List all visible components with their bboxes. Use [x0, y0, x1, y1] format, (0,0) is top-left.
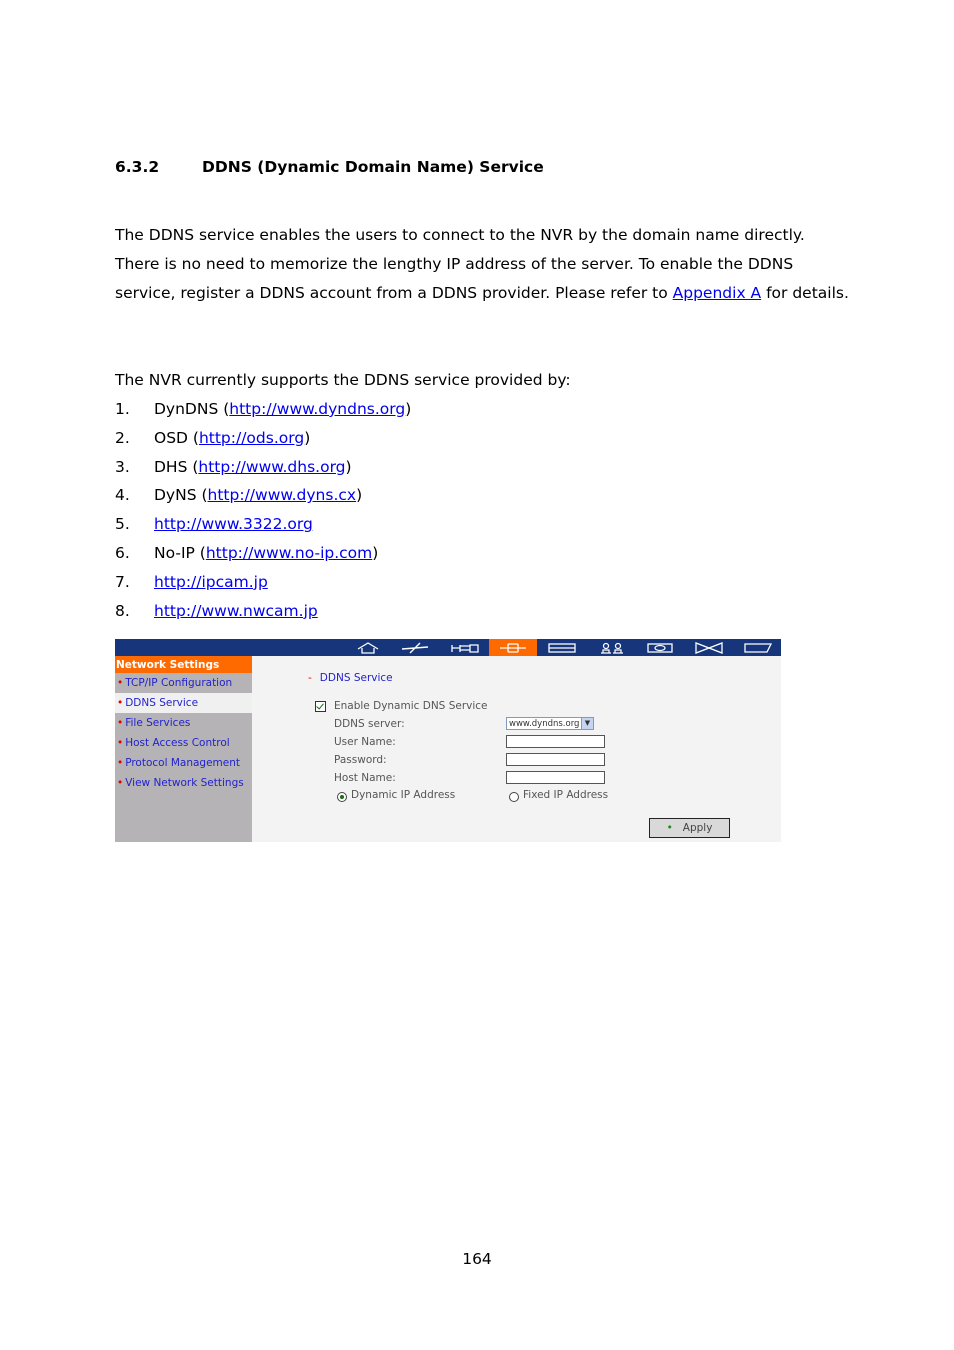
list-number: 8. — [115, 601, 130, 620]
list-item — [115, 568, 411, 597]
fixed-ip-radio[interactable] — [509, 792, 519, 802]
nvr-ddns-screenshot — [115, 639, 781, 842]
sidebar-item-label: File Services — [125, 717, 191, 729]
sidebar-item-file-services[interactable] — [115, 713, 252, 733]
list-number: 5. — [115, 515, 130, 534]
provider-name: OSD ( — [154, 428, 199, 447]
paren: ) — [372, 543, 379, 562]
provider-name: No-IP ( — [154, 543, 206, 562]
enable-ddns-checkbox[interactable] — [315, 701, 326, 712]
ddns-server-value: www.dyndns.org — [509, 719, 580, 729]
provider-name: DHS ( — [154, 457, 199, 476]
list-number: 6. — [115, 543, 130, 562]
appendix-a-link[interactable]: Appendix A — [672, 284, 762, 302]
system-tools-icon[interactable] — [685, 639, 732, 656]
bullet-icon: • — [117, 737, 124, 749]
provider-link[interactable]: http://www.dyndns.org — [229, 400, 406, 418]
password-label: Password: — [334, 754, 387, 766]
bullet-icon: • — [117, 677, 124, 689]
paren: ) — [356, 486, 363, 505]
quick-config-icon[interactable] — [391, 639, 438, 656]
dynamic-ip-radio[interactable] — [337, 792, 347, 802]
list-number: 2. — [115, 428, 130, 447]
sidebar-item-label: TCP/IP Configuration — [125, 677, 233, 689]
sidebar-item-view-network[interactable] — [115, 773, 252, 793]
dynamic-ip-label: Dynamic IP Address — [351, 789, 456, 801]
provider-link[interactable]: http://www.dhs.org — [198, 457, 346, 476]
section-title: DDNS (Dynamic Domain Name) Service — [202, 158, 544, 176]
network-share-icon[interactable] — [636, 639, 683, 656]
sidebar-item-ddns[interactable] — [115, 693, 252, 713]
provider-link[interactable]: http://www.3322.org — [154, 515, 313, 534]
page-number: 164 — [462, 1250, 492, 1268]
sidebar-item-label: DDNS Service — [125, 697, 199, 709]
panel-title-text: DDNS Service — [319, 672, 393, 684]
logs-icon[interactable] — [734, 639, 781, 656]
list-number: 4. — [115, 486, 130, 505]
list-item — [115, 510, 411, 539]
bullet-icon: • — [117, 757, 124, 769]
list-item — [115, 453, 411, 482]
list-number: 3. — [115, 457, 130, 476]
list-item — [115, 481, 411, 510]
system-settings-icon[interactable] — [441, 639, 488, 656]
sidebar-item-protocol[interactable] — [115, 753, 252, 773]
paren: ) — [405, 400, 412, 418]
hostname-label: Host Name: — [334, 772, 396, 784]
list-item — [115, 395, 411, 424]
section-heading — [115, 158, 544, 176]
sidebar — [115, 656, 252, 842]
sidebar-item-label: View Network Settings — [125, 777, 244, 789]
top-toolbar — [115, 639, 781, 656]
bullet-icon: • — [117, 697, 124, 709]
ddns-server-label: DDNS server: — [334, 718, 405, 730]
device-config-icon[interactable] — [538, 639, 585, 656]
panel-title — [308, 672, 393, 684]
hostname-input[interactable] — [506, 771, 605, 784]
bullet-icon: • — [117, 717, 124, 729]
sidebar-item-label: Host Access Control — [125, 737, 230, 749]
bullet-icon: • — [666, 822, 673, 834]
supports-line — [115, 366, 850, 395]
network-settings-icon[interactable] — [489, 639, 537, 656]
password-input[interactable] — [506, 753, 605, 766]
provider-list — [115, 395, 411, 625]
sidebar-title: Network Settings — [115, 656, 252, 673]
apply-button[interactable] — [649, 818, 730, 838]
paren: ) — [304, 428, 311, 447]
intro-paragraph — [115, 221, 850, 308]
sidebar-item-host-access[interactable] — [115, 733, 252, 753]
username-input[interactable] — [506, 735, 605, 748]
chevron-down-icon[interactable]: ▼ — [581, 718, 593, 729]
username-label: User Name: — [334, 736, 396, 748]
fixed-ip-label: Fixed IP Address — [523, 789, 609, 801]
list-number: 7. — [115, 572, 130, 591]
provider-name: DynDNS ( — [154, 400, 230, 418]
user-management-icon[interactable] — [588, 639, 635, 656]
sidebar-item-label: Protocol Management — [125, 757, 241, 769]
supports-text: The NVR currently supports the DDNS service provided by: — [115, 371, 571, 389]
dash-icon: - — [308, 672, 312, 684]
provider-link[interactable]: http://ods.org — [198, 428, 305, 447]
bullet-icon: • — [117, 777, 124, 789]
provider-link[interactable]: http://www.nwcam.jp — [154, 601, 318, 620]
provider-link[interactable]: http://www.no-ip.com — [205, 543, 373, 562]
list-number: 1. — [115, 400, 130, 418]
list-item — [115, 597, 411, 626]
list-item — [115, 539, 411, 568]
intro-text-end: for details. — [761, 284, 849, 302]
intro-text: The DDNS service enables the users to connect to the NVR by the domain name directly. There is no need to memorize the lengthy IP address of the server. To enable the DDNS service, register a DDNS account from a DDNS provider. Please refer to — [115, 226, 805, 302]
home-icon[interactable] — [344, 639, 391, 656]
paren: ) — [345, 457, 352, 476]
provider-link[interactable]: http://www.dyns.cx — [207, 486, 357, 505]
list-item — [115, 424, 411, 453]
ddns-server-select[interactable] — [506, 717, 594, 730]
enable-ddns-label: Enable Dynamic DNS Service — [334, 700, 488, 712]
apply-label: Apply — [682, 822, 713, 834]
section-number: 6.3.2 — [115, 158, 160, 176]
provider-link[interactable]: http://ipcam.jp — [154, 572, 268, 591]
provider-name: DyNS ( — [154, 486, 208, 505]
sidebar-item-tcpip[interactable] — [115, 673, 252, 693]
